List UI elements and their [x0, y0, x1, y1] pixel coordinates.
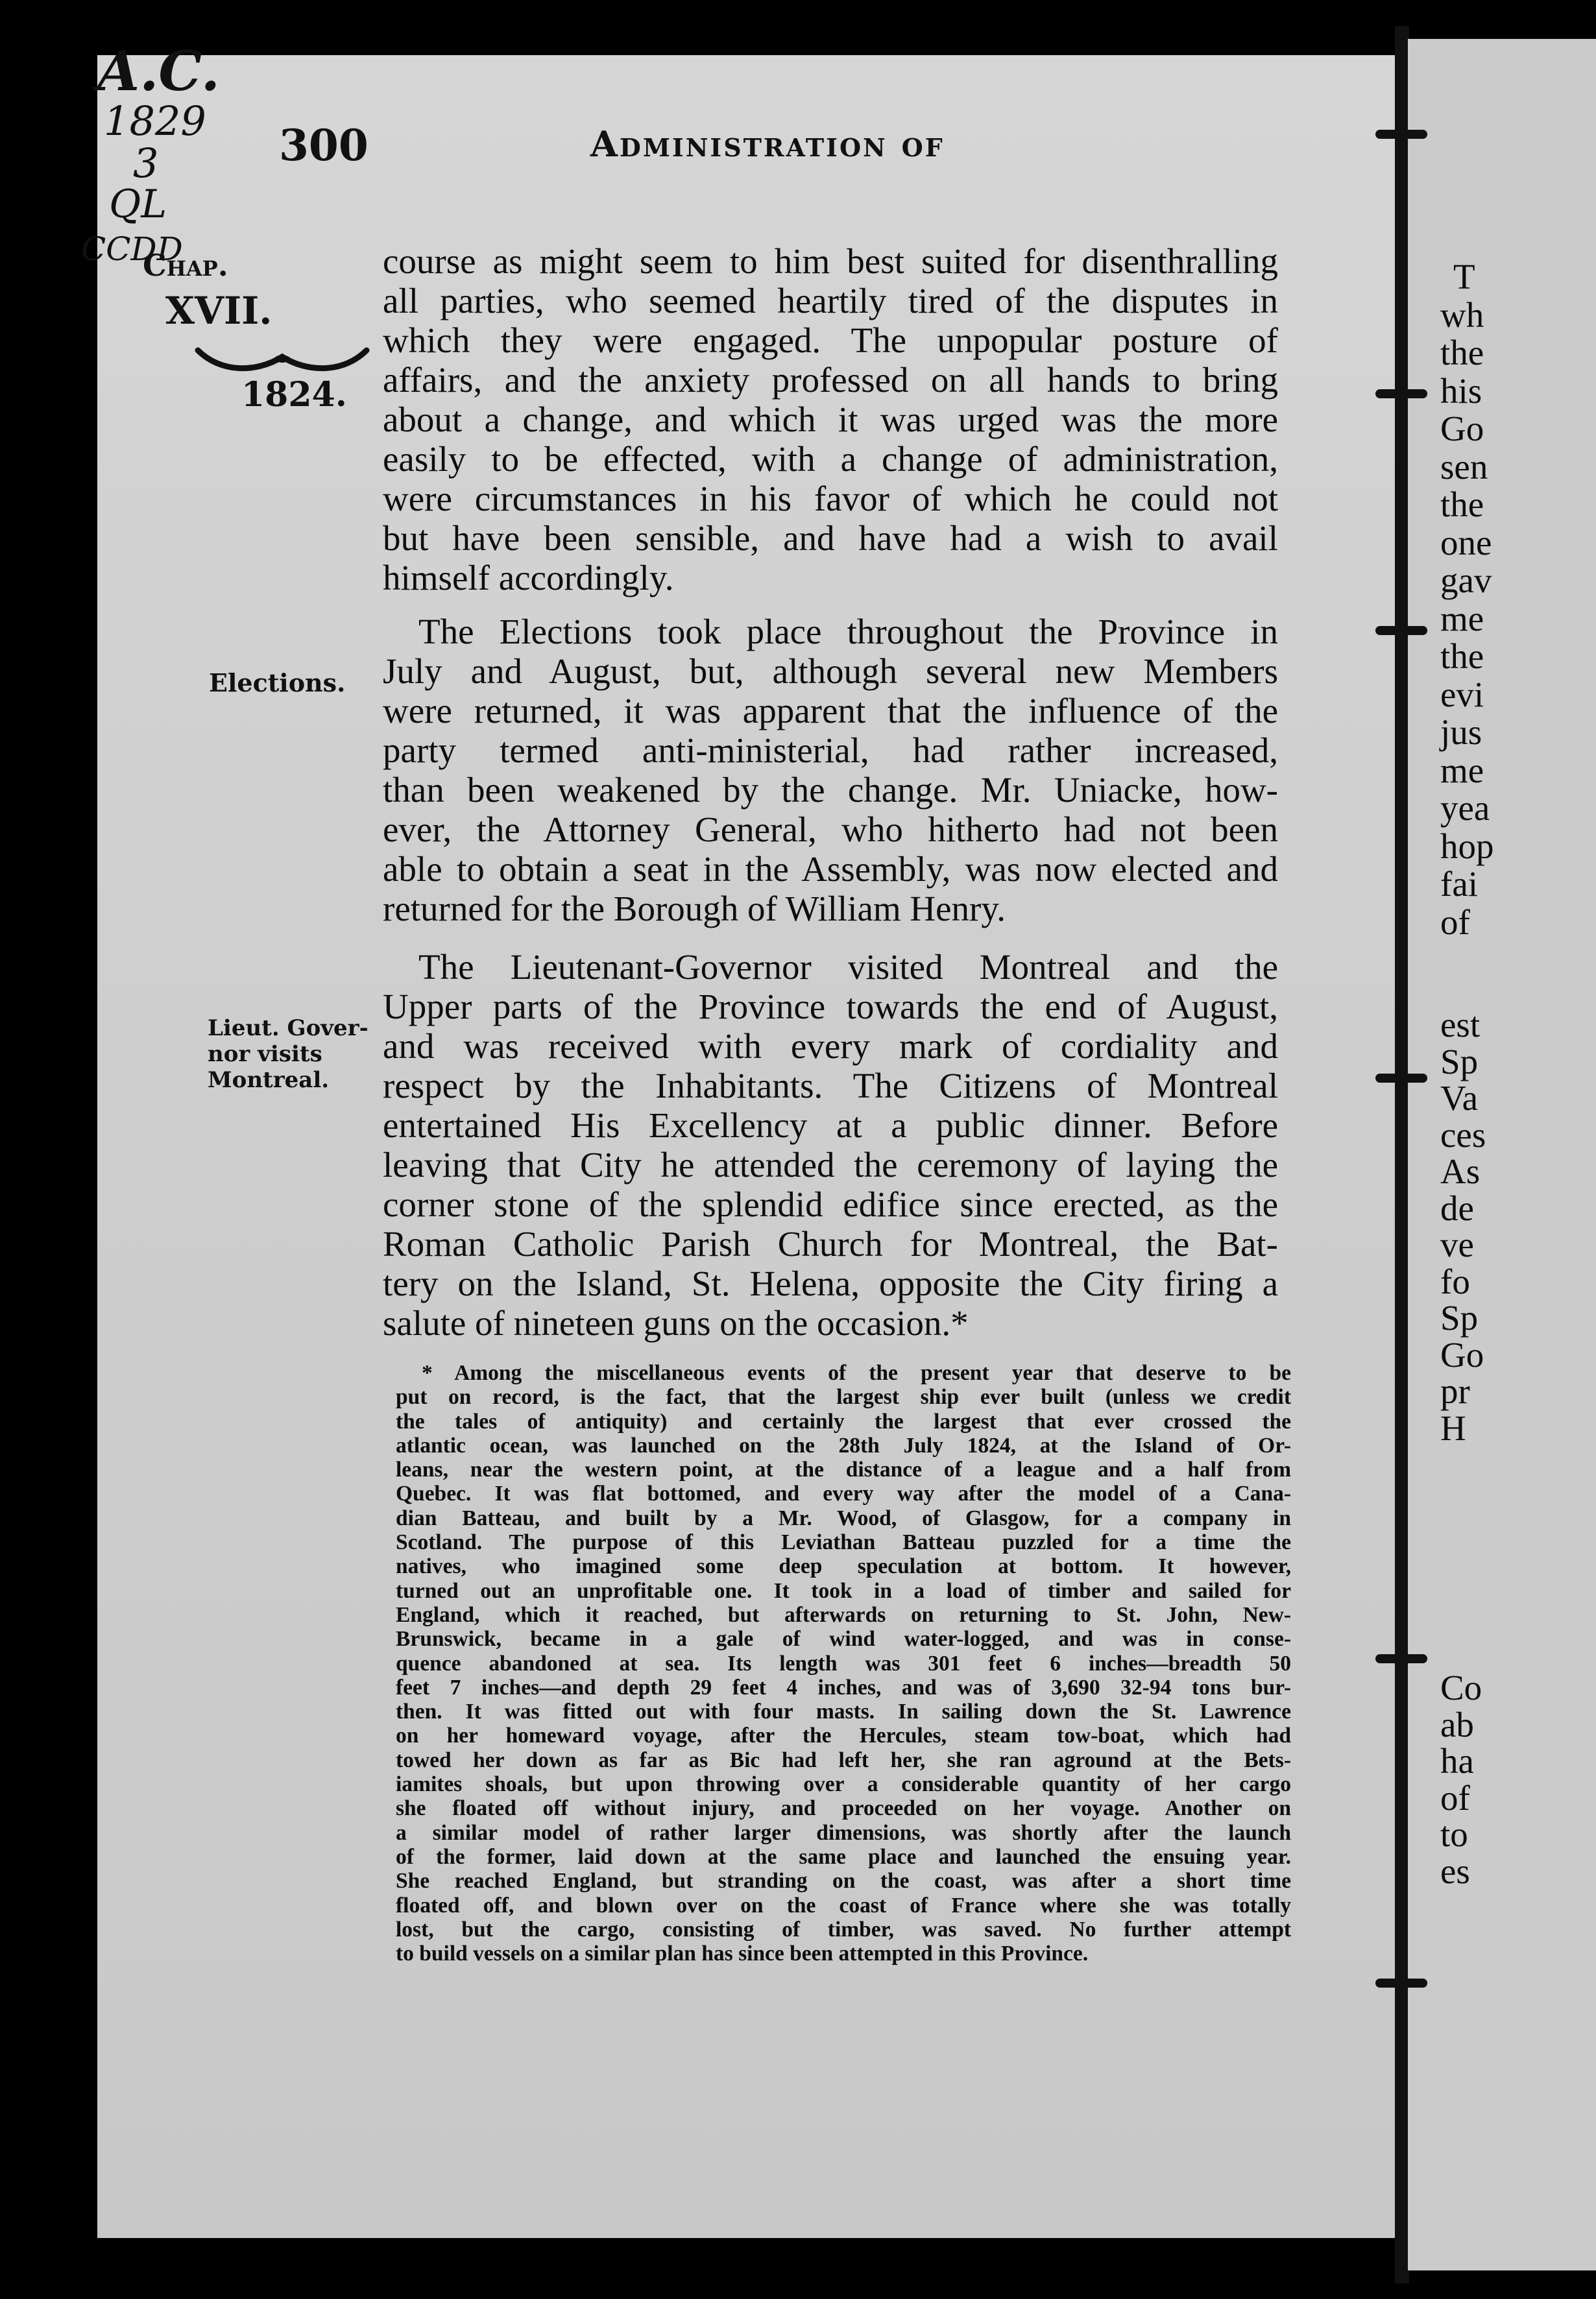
text-line: himself accordingly. — [383, 558, 674, 597]
footnote-line: turned out an unprofitable one. It took in a load of timber and sailed for — [396, 1578, 1291, 1603]
text-line: about a change, and which it was urged was the more — [383, 400, 1278, 439]
footnote-line: * Among the miscellaneous events of the present year that deserve to be — [422, 1361, 1291, 1385]
running-title: Administration of — [590, 123, 945, 165]
text-line: all parties, who seemed heartily tired of the disputes in — [383, 281, 1278, 320]
text-line: Upper parts of the Province towards the end of August, — [383, 987, 1278, 1026]
text-line: salute of nineteen guns on the occasion.* — [383, 1303, 969, 1343]
footnote-line: lost, but the cargo, consisting of timber, was saved. No further attempt — [396, 1917, 1291, 1942]
right-page-fragment: evi — [1440, 674, 1484, 714]
text-line: affairs, and the anxiety professed on all hands to bring — [383, 360, 1278, 400]
handwritten-note: 1829 — [104, 97, 206, 145]
text-line: party termed anti-ministerial, had rather increased, — [383, 730, 1278, 770]
right-page-fragment: wh — [1440, 295, 1484, 335]
right-page-fragment: one — [1440, 522, 1492, 562]
year-note: 1824. — [241, 375, 347, 415]
footnote-line: feet 7 inches—and depth 29 feet 4 inches, and was of 3,690 32-94 tons bur- — [396, 1675, 1291, 1700]
text-line: than been weakened by the change. Mr. Uniacke, how- — [383, 770, 1278, 810]
text-line: The Elections took place throughout the Province in — [418, 612, 1278, 651]
right-page-fragment: jus — [1440, 712, 1482, 752]
paragraph-2 — [383, 612, 1278, 928]
handwritten-note: 3 — [133, 139, 159, 187]
footnote-line: Brunswick, became in a gale of wind water-logged, and was in conse- — [396, 1627, 1291, 1652]
handwritten-note: CCDD — [81, 230, 183, 268]
binding-stitch — [1375, 389, 1427, 398]
chapter-label: Chap. — [143, 248, 228, 283]
margin-note-line: nor visits — [208, 1041, 322, 1067]
right-page-fragment: fo — [1440, 1261, 1470, 1301]
footnote-line: floated off, and blown over on the coast of France where she was totally — [396, 1893, 1291, 1918]
binding-stitch — [1375, 1979, 1427, 1988]
right-page-fragment: of — [1440, 1777, 1470, 1818]
footnote-line: Scotland. The purpose of this Leviathan Batteau puzzled for a time the — [396, 1530, 1291, 1555]
footnote-line: England, which it reached, but afterwards on returning to St. John, New- — [396, 1602, 1291, 1627]
right-page-fragment: fai — [1440, 864, 1479, 904]
margin-note-lieut-governor — [208, 1015, 369, 1093]
right-page-fragment: the — [1440, 485, 1484, 524]
text-line: easily to be effected, with a change of administration, — [383, 439, 1278, 479]
text-line: able to obtain a seat in the Assembly, was now elected and — [383, 849, 1278, 889]
binding-stitch — [1375, 1654, 1427, 1663]
ornament-swash-icon — [195, 337, 370, 376]
text-line: ever, the Attorney General, who hitherto had not been — [383, 810, 1278, 849]
handwritten-note: A.C. — [97, 39, 221, 103]
right-page-fragment: me — [1440, 598, 1484, 638]
right-page-fragment: de — [1440, 1188, 1474, 1228]
right-page-fragment: Go — [1440, 409, 1484, 448]
binding-stitch — [1375, 626, 1427, 635]
right-page-fragment: Co — [1440, 1668, 1482, 1707]
footnote-line: then. It was fitted out with four masts. In sailing down the St. Lawrence — [396, 1700, 1291, 1724]
book-page-right — [1408, 39, 1596, 2270]
book-gutter — [1395, 26, 1409, 2283]
text-line: course as might seem to him best suited for disenthralling — [383, 241, 1278, 281]
footnote-line: to build vessels on a similar plan has since been attempted in this Province. — [396, 1942, 1089, 1966]
right-page-fragment: gav — [1440, 560, 1492, 600]
right-page-fragment: the — [1440, 333, 1484, 372]
right-page-fragment: his — [1440, 370, 1482, 411]
right-page-fragment: ab — [1440, 1704, 1474, 1744]
footnote-line: on her homeward voyage, after the Hercules, steam tow-boat, which had — [396, 1724, 1291, 1748]
right-page-fragment: ha — [1440, 1741, 1474, 1781]
right-page-fragment: Va — [1440, 1078, 1479, 1118]
right-page-fragment: yea — [1440, 788, 1490, 828]
text-line: entertained His Excellency at a public dinner. Before — [383, 1105, 1278, 1145]
binding-stitch — [1375, 130, 1427, 139]
paragraph-3 — [383, 947, 1278, 1343]
text-line: respect by the Inhabitants. The Citizens of Montreal — [383, 1066, 1278, 1105]
right-page-fragment: of — [1440, 902, 1470, 942]
text-line: were returned, it was apparent that the influence of the — [383, 691, 1278, 730]
text-line: tery on the Island, St. Helena, opposite the City firing a — [383, 1264, 1278, 1303]
handwritten-note: QL — [109, 182, 167, 227]
margin-note-line: Montreal. — [208, 1067, 330, 1093]
right-page-fragment: to — [1440, 1814, 1468, 1854]
footnote-line: leans, near the western point, at the distance of a league and a half from — [396, 1458, 1291, 1482]
footnote-line: natives, who imagined some deep speculation at bottom. It however, — [396, 1554, 1291, 1579]
right-page-fragment: Go — [1440, 1334, 1484, 1375]
text-line: but have been sensible, and have had a wish to avail — [383, 518, 1278, 558]
footnote-line: the tales of antiquity) and certainly the largest that ever crossed the — [396, 1409, 1291, 1434]
footnote-line: she floated off without injury, and proceeded on her voyage. Another on — [396, 1796, 1291, 1821]
right-page-fragment: ces — [1440, 1114, 1486, 1155]
text-line: corner stone of the splendid edifice since erected, as the — [383, 1185, 1278, 1224]
footnote-line: Quebec. It was flat bottomed, and every way after the model of a Cana- — [396, 1482, 1291, 1506]
right-page-fragment: the — [1440, 636, 1484, 676]
footnote — [396, 1361, 1291, 1966]
page-number: 300 — [279, 120, 369, 171]
text-line: Roman Catholic Parish Church for Montreal, the Bat- — [383, 1224, 1278, 1264]
right-page-fragment: pr — [1440, 1371, 1470, 1411]
footnote-line: put on record, is the fact, that the largest ship ever built (unless we credit — [396, 1385, 1291, 1410]
margin-note-line: Lieut. Gover- — [208, 1015, 369, 1041]
footnote-line: towed her down as far as Bic had left her, she ran aground at the Bets- — [396, 1748, 1291, 1772]
footnote-line: iamites shoals, but upon throwing over a considerable quantity of her cargo — [396, 1772, 1291, 1797]
paragraph-1 — [383, 241, 1278, 597]
right-page-fragment: hop — [1440, 826, 1494, 866]
binding-stitch — [1375, 1074, 1427, 1083]
right-page-fragment: As — [1440, 1151, 1481, 1191]
text-line: and was received with every mark of cordiality and — [383, 1026, 1278, 1066]
chapter-number: XVII. — [165, 289, 272, 333]
footnote-line: atlantic ocean, was launched on the 28th July 1824, at the Island of Or- — [396, 1433, 1291, 1458]
text-line: which they were engaged. The unpopular posture of — [383, 320, 1278, 360]
footnote-line: of the former, laid down at the same place and launched the ensuing year. — [396, 1844, 1291, 1869]
right-page-fragment: Sp — [1440, 1298, 1479, 1338]
right-page-fragment: Sp — [1440, 1041, 1479, 1081]
text-line: July and August, but, although several new Members — [383, 651, 1278, 691]
right-page-fragment: me — [1440, 750, 1484, 790]
right-page-fragment: sen — [1440, 446, 1488, 487]
text-line: The Lieutenant-Governor visited Montreal and the — [418, 947, 1278, 987]
text-line: were circumstances in his favor of which he could not — [383, 479, 1278, 518]
right-page-fragment: ve — [1440, 1225, 1474, 1264]
footnote-line: a similar model of rather larger dimensions, was shortly after the launch — [396, 1820, 1291, 1845]
text-line: leaving that City he attended the ceremony of laying the — [383, 1145, 1278, 1185]
text-line: returned for the Borough of William Henry. — [383, 889, 1006, 928]
margin-note-elections: Elections. — [209, 668, 346, 697]
footnote-line: quence abandoned at sea. Its length was 301 feet 6 inches—breadth 50 — [396, 1651, 1291, 1676]
right-page-fragment: T — [1453, 257, 1475, 296]
right-page-fragment: est — [1440, 1005, 1481, 1044]
footnote-line: She reached England, but stranding on the coast, was after a short time — [396, 1869, 1291, 1894]
right-page-fragment: H — [1440, 1408, 1466, 1448]
footnote-line: dian Batteau, and built by a Mr. Wood, of Glasgow, for a company in — [396, 1506, 1291, 1530]
right-page-fragment: es — [1440, 1851, 1470, 1891]
